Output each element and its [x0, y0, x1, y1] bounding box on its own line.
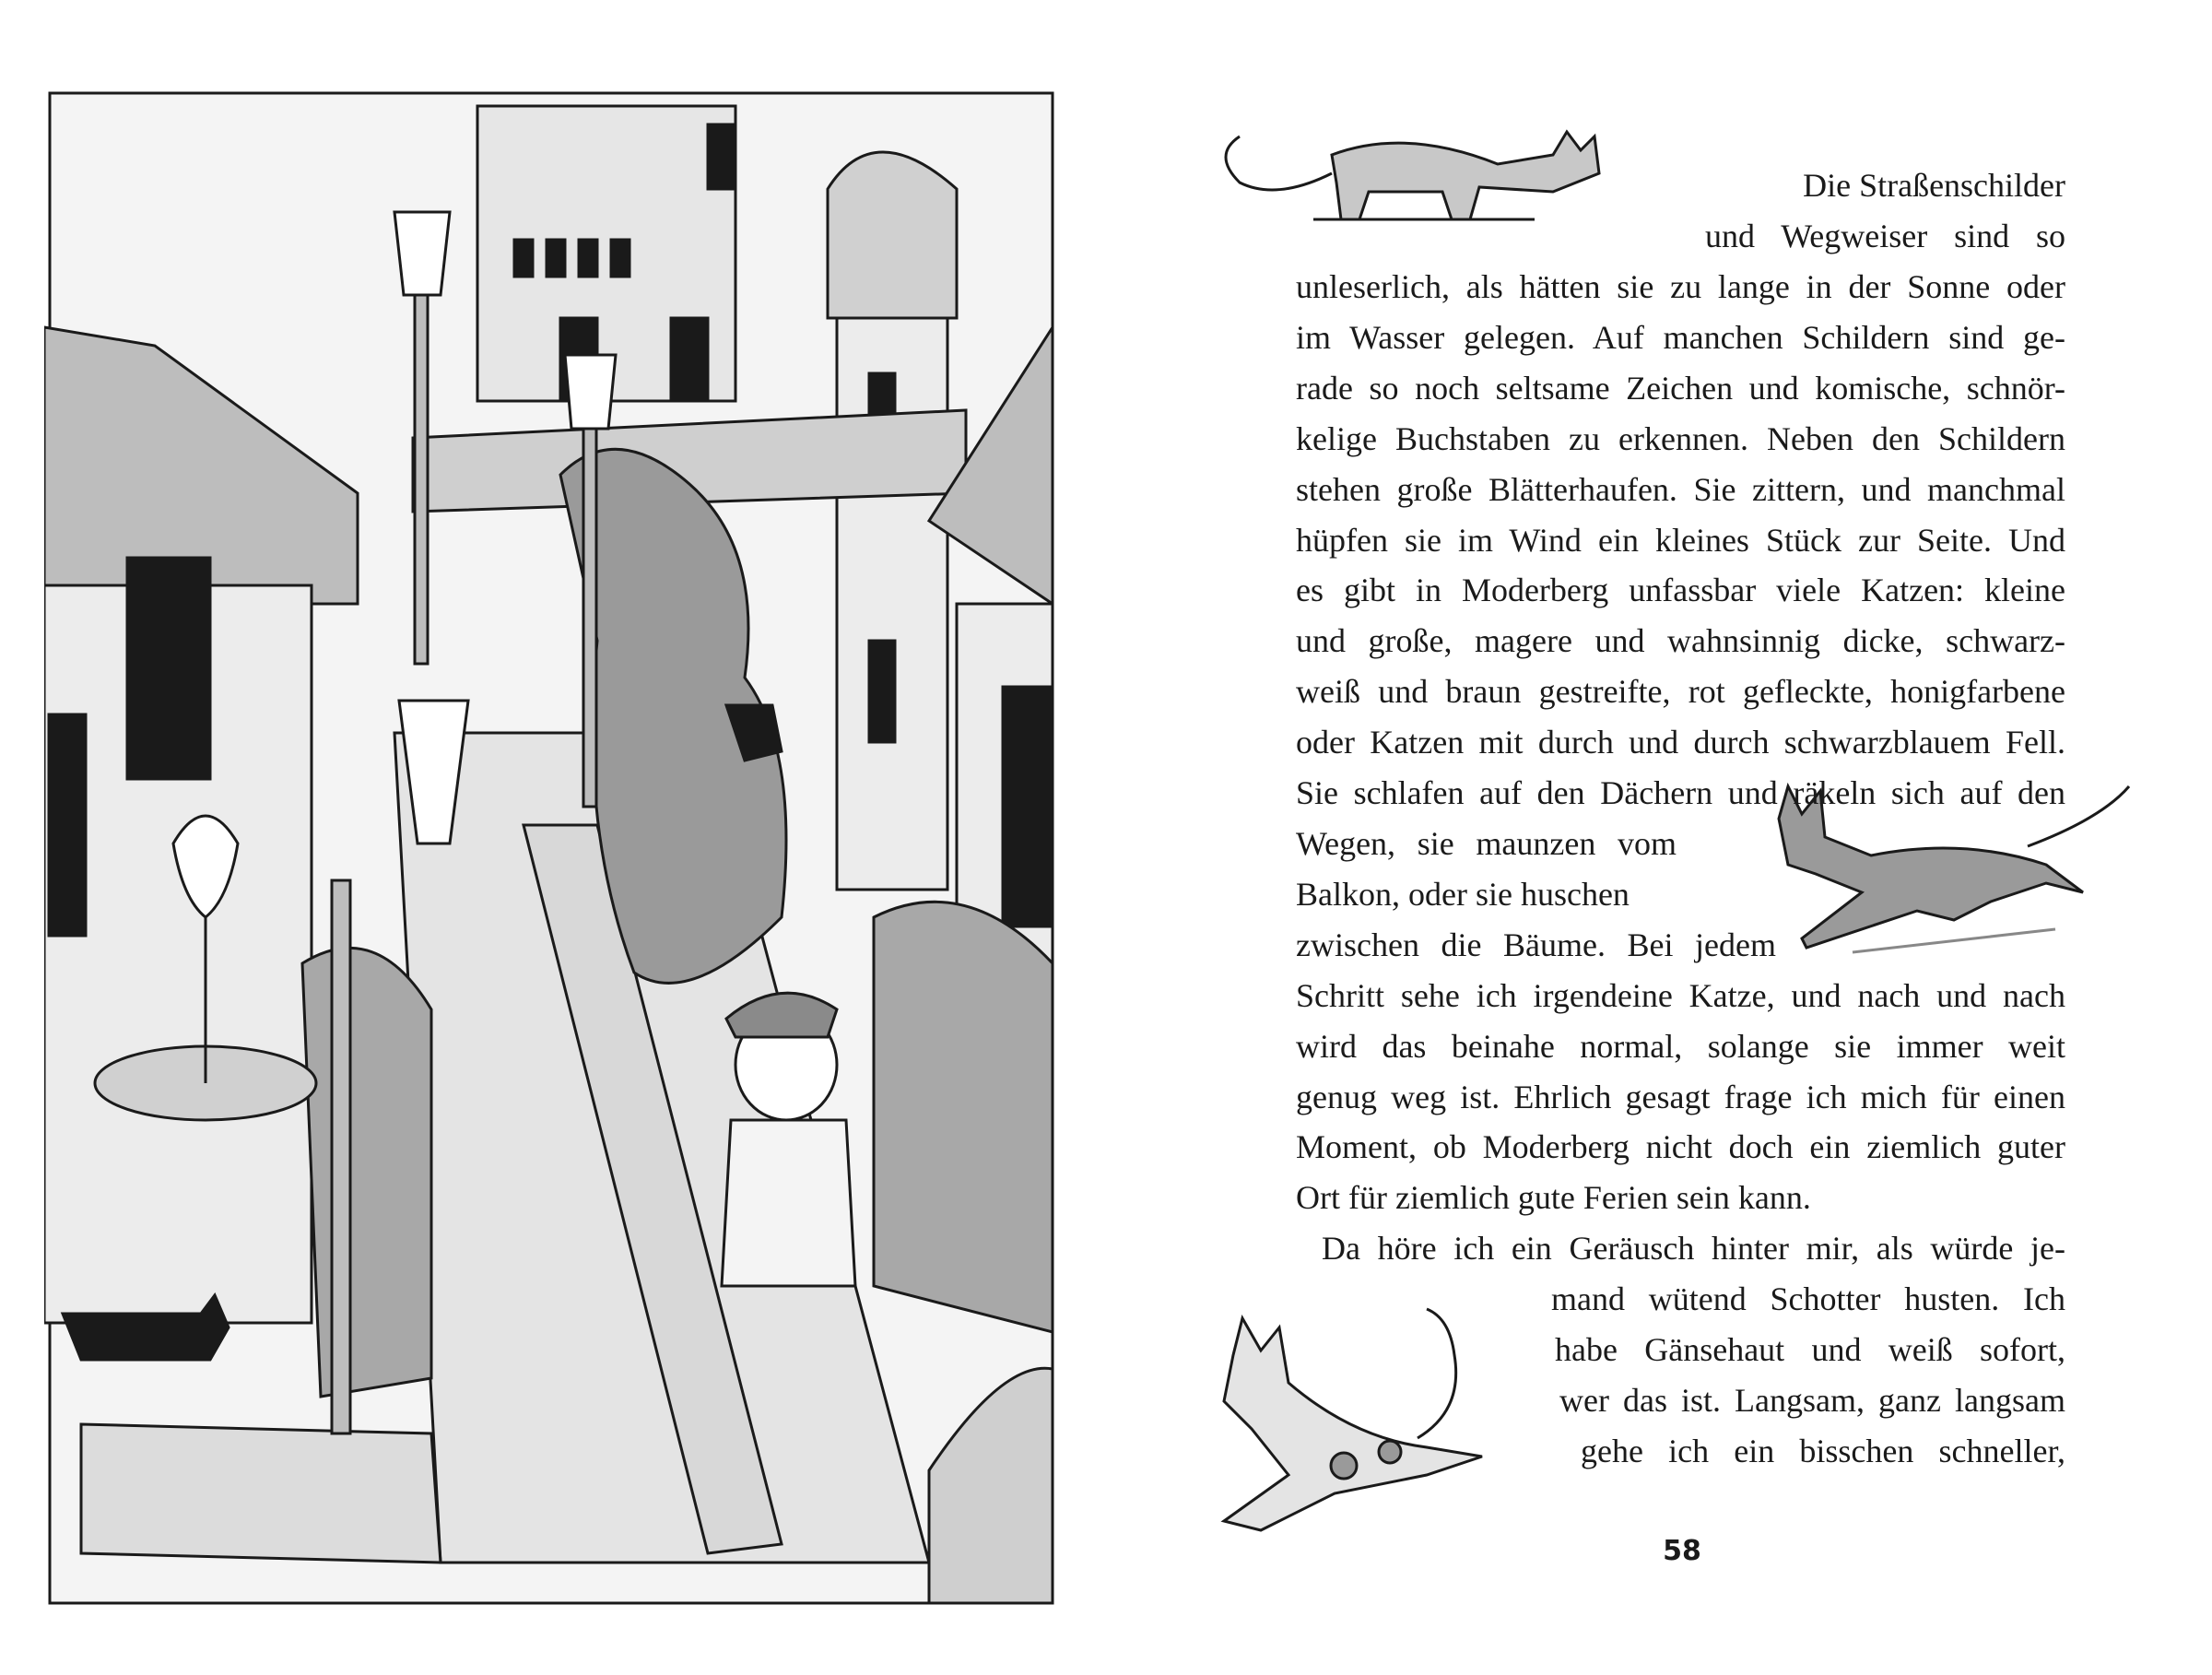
text-line: Balkon, oder sie huschen — [1296, 876, 1630, 913]
text-line: Die Straßenschilder — [1803, 167, 2065, 204]
text-line: Da höre ich ein Geräusch hinter mir, als würde je- — [1322, 1230, 2065, 1267]
text-line: oder Katzen mit durch und durch schwarzblauem Fell. — [1296, 724, 2065, 761]
text-line: genug weg ist. Ehrlich gesagt frage ich mich für einen — [1296, 1079, 2065, 1115]
text-line: unleserlich, als hätten sie zu lange in der Sonne oder — [1296, 268, 2065, 305]
text-line: rade so noch seltsame Zeichen und komische, schnör- — [1296, 370, 2065, 407]
text-line: Wegen, sie maunzen vom — [1296, 825, 1677, 862]
text-line: weiß und braun gestreifte, rot gefleckte, honigfarbene — [1296, 673, 2065, 710]
text-line: wird das beinahe normal, solange sie immer weit — [1296, 1028, 2065, 1065]
cat-leaping-spotted-icon — [1206, 1300, 1519, 1539]
text-line: kelige Buchstaben zu erkennen. Neben den Schildern — [1296, 420, 2065, 457]
text-line: Schritt sehe ich irgendeine Katze, und nach und nach — [1296, 977, 2065, 1014]
hedge — [874, 902, 1053, 1332]
text-line: im Wasser gelegen. Auf manchen Schildern sind ge- — [1296, 319, 2065, 356]
street-scene-illustration — [44, 88, 1058, 1609]
text-line: es gibt in Moderberg unfassbar viele Katzen: kleine — [1296, 572, 2065, 608]
text-line: stehen große Blätterhaufen. Sie zittern, und manchmal — [1296, 471, 2065, 508]
text-line: hüpfen sie im Wind ein kleines Stück zur Seite. Und — [1296, 522, 2065, 559]
text-line: gehe ich ein bisschen schneller, — [1581, 1433, 2065, 1469]
text-line: und große, magere und wahnsinnig dicke, schwarz- — [1296, 622, 2065, 659]
page-number: 58 — [1663, 1535, 1701, 1567]
text-line: wer das ist. Langsam, ganz langsam — [1559, 1382, 2065, 1419]
text-line: Moment, ob Moderberg nicht doch ein ziemlich guter — [1296, 1128, 2065, 1165]
text-line: Ort für ziemlich gute Ferien sein kann. — [1296, 1179, 1811, 1216]
text-line: Sie schlafen auf den Dächern und räkeln sich auf den — [1296, 774, 2065, 811]
text-line: und Wegweiser sind so — [1705, 218, 2065, 254]
text-line: habe Gänsehaut und weiß sofort, — [1555, 1331, 2065, 1368]
text-line: zwischen die Bäume. Bei jedem — [1296, 926, 1776, 963]
tower-dome — [828, 152, 957, 318]
text-line: mand wütend Schotter husten. Ich — [1551, 1280, 2065, 1317]
